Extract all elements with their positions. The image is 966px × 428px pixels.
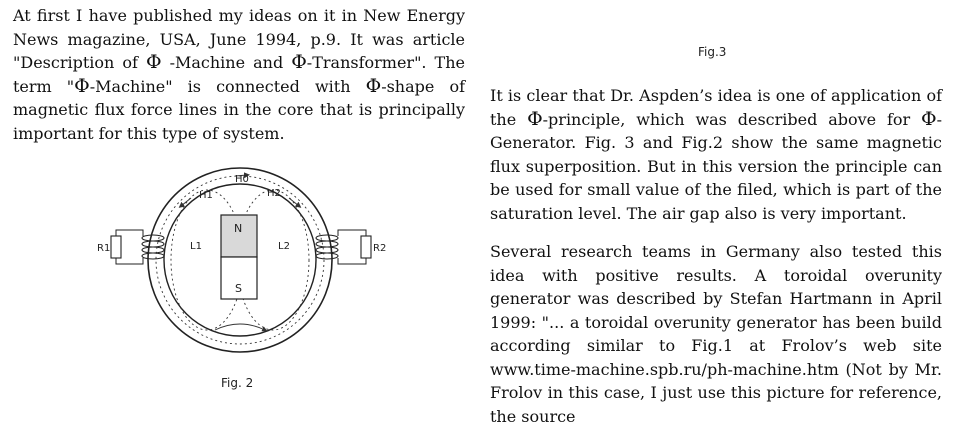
text-run: -Machine" is connected with: [89, 76, 366, 96]
resistor-r2: [361, 236, 371, 258]
text-run: -Generator. Fig. 3 and Fig.2 show the same magnetic flux superposition. But in this version the principle can be used for small value of the filed, which is part of the saturation level. The air gap also is very important.: [490, 109, 942, 223]
research-paragraph: Several research teams in Germany also tested this idea with positive results. A toroidal overunity generator was described by Stefan Hartmann in April 1999: "... a toroidal overunity generator has been build according similar to Fig.1 at Frolov’s web site www.time-machine.spb.ru/ph-machine.htm (Not by Mr. Frolov in this case, I just use this picture for reference, the source: [490, 242, 942, 426]
r2-label: R2: [373, 243, 387, 254]
resistor-r1: [111, 236, 121, 258]
text-run: -principle, which was described above for: [542, 109, 922, 129]
h1-label: H1: [199, 190, 213, 201]
text-run: It is clear that Dr. Aspden’s idea is one of application of the: [490, 86, 942, 129]
phi-symbol: Φ: [527, 107, 543, 130]
south-label: S: [235, 282, 242, 295]
text-run: -shape of magnetic flux force lines in the core that is principally important for this type of system.: [13, 76, 466, 143]
coil-l1: [142, 235, 164, 259]
phi-symbol: Φ: [145, 51, 162, 73]
h0-label: H0: [235, 174, 249, 185]
figure-2-caption: Fig. 2: [221, 376, 254, 390]
north-label: N: [234, 222, 243, 235]
l2-label: L2: [278, 241, 290, 252]
figure-2-diagram: [95, 160, 395, 370]
phi-symbol: Φ: [921, 107, 937, 130]
intro-paragraph: [13, 4, 465, 145]
figure-3-caption: Fig.3: [698, 45, 727, 59]
left-column: [13, 4, 465, 145]
coil-l2: [316, 235, 338, 259]
text-run: -Machine and: [161, 53, 292, 72]
h2-label: H2: [267, 188, 281, 199]
l1-label: L1: [190, 241, 202, 252]
text-run: -Transformer". The term ": [13, 53, 465, 96]
text-run: At first I have published my ideas on it in New Energy News magazine, USA, June 1994, p.9. It was article "Description of: [13, 6, 465, 72]
r1-label: R1: [97, 243, 111, 254]
phi-symbol: Φ: [74, 74, 90, 97]
right-column: [490, 84, 942, 428]
phi-symbol: Φ: [291, 51, 307, 73]
aspden-paragraph: [490, 84, 942, 225]
phi-symbol: Φ: [365, 74, 382, 97]
